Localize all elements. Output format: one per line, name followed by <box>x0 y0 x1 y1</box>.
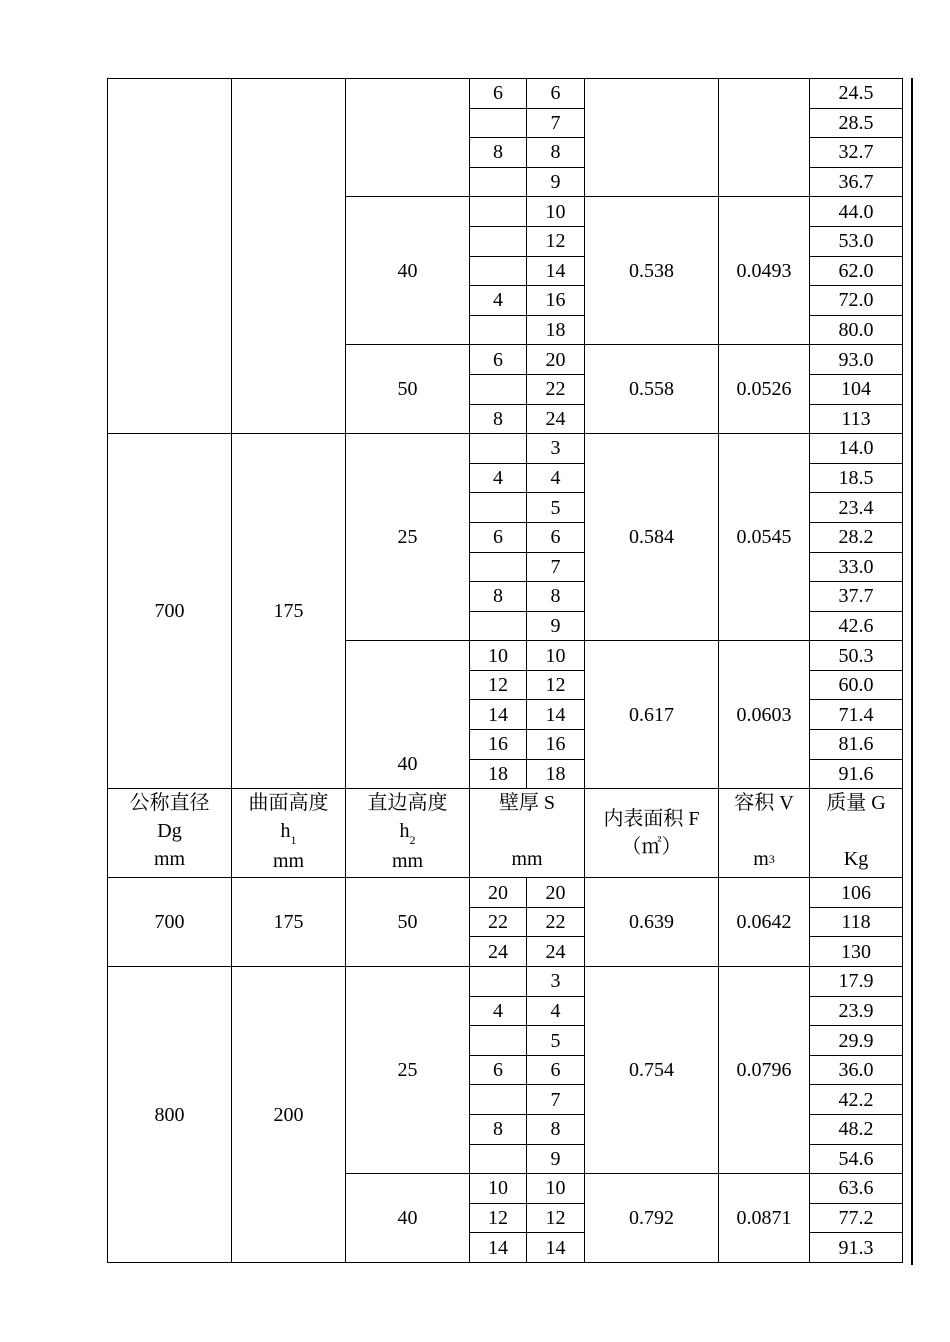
f-cell: 0.754 <box>585 967 719 1174</box>
s1-cell <box>470 552 527 582</box>
s1-cell: 4 <box>470 286 527 316</box>
s1-cell: 8 <box>470 404 527 434</box>
s2-cell: 3 <box>527 967 585 997</box>
s2-cell: 6 <box>527 522 585 552</box>
header-h2: 直边高度 $h_2$ mm <box>346 789 470 878</box>
s1-cell: 4 <box>470 996 527 1026</box>
s2-cell: 8 <box>527 582 585 612</box>
s1-cell: 6 <box>470 522 527 552</box>
dg-cell: 700 <box>108 434 232 789</box>
s1-cell: 8 <box>470 138 527 168</box>
h2-cell: 40 <box>346 641 470 789</box>
g-cell: 54.6 <box>810 1144 903 1174</box>
s1-cell: 10 <box>470 1174 527 1204</box>
s1-cell <box>470 1144 527 1174</box>
header-dg: 公称直径 Dg mm <box>108 789 232 878</box>
g-cell: 118 <box>810 907 903 937</box>
s2-cell: 9 <box>527 1144 585 1174</box>
s2-cell: 10 <box>527 641 585 671</box>
h1-cell: 200 <box>232 967 346 1263</box>
v-cell: 0.0642 <box>719 878 810 967</box>
f-cell: 0.639 <box>585 878 719 967</box>
s2-cell: 14 <box>527 1233 585 1263</box>
h2-cell: 25 <box>346 434 470 641</box>
s1-cell <box>470 611 527 641</box>
s2-cell: 12 <box>527 670 585 700</box>
f-cell <box>585 79 719 197</box>
s2-cell: 4 <box>527 996 585 1026</box>
dg-cell <box>108 79 232 434</box>
s2-cell: 22 <box>527 374 585 404</box>
s1-cell <box>470 1085 527 1115</box>
table-row <box>108 434 903 464</box>
s1-cell: 22 <box>470 907 527 937</box>
h1-cell <box>232 79 346 434</box>
s1-cell: 4 <box>470 463 527 493</box>
s1-cell <box>470 493 527 523</box>
f-cell: 0.617 <box>585 641 719 789</box>
v-cell: 0.0871 <box>719 1174 810 1263</box>
h2-cell: 50 <box>346 878 470 967</box>
h2-cell: 40 <box>346 197 470 345</box>
header-f: 内表面积 F （㎡） <box>585 789 719 878</box>
header-s: 壁厚 S mm <box>470 789 585 878</box>
header-g: 质量 G Kg <box>810 789 903 878</box>
s2-cell: 20 <box>527 878 585 908</box>
header-v: 容积 V m3 <box>719 789 810 878</box>
s1-cell <box>470 226 527 256</box>
s2-cell: 24 <box>527 404 585 434</box>
h1-cell: 175 <box>232 878 346 967</box>
g-cell: 42.2 <box>810 1085 903 1115</box>
s1-cell <box>470 197 527 227</box>
v-cell: 0.0796 <box>719 967 810 1174</box>
h1-cell: 175 <box>232 434 346 789</box>
h2-cell: 25 <box>346 967 470 1174</box>
s2-cell: 12 <box>527 226 585 256</box>
s1-cell: 12 <box>470 670 527 700</box>
s2-cell: 6 <box>527 79 585 109</box>
g-cell: 91.3 <box>810 1233 903 1263</box>
s2-cell: 22 <box>527 907 585 937</box>
v-cell: 0.0545 <box>719 434 810 641</box>
dg-cell: 700 <box>108 878 232 967</box>
g-cell: 37.7 <box>810 582 903 612</box>
s1-cell: 20 <box>470 878 527 908</box>
f-cell: 0.792 <box>585 1174 719 1263</box>
s2-cell: 24 <box>527 937 585 967</box>
h2-cell: 50 <box>346 345 470 434</box>
g-cell: 130 <box>810 937 903 967</box>
table-row <box>108 967 903 997</box>
s2-cell: 16 <box>527 286 585 316</box>
g-cell: 32.7 <box>810 138 903 168</box>
g-cell: 24.5 <box>810 79 903 109</box>
g-cell: 106 <box>810 878 903 908</box>
s2-cell: 7 <box>527 108 585 138</box>
g-cell: 48.2 <box>810 1115 903 1145</box>
g-cell: 17.9 <box>810 967 903 997</box>
g-cell: 28.2 <box>810 522 903 552</box>
s1-cell: 6 <box>470 1055 527 1085</box>
g-cell: 36.0 <box>810 1055 903 1085</box>
g-cell: 28.5 <box>810 108 903 138</box>
s2-cell: 6 <box>527 1055 585 1085</box>
header-h1: 曲面高度 $h_1$ mm <box>232 789 346 878</box>
s2-cell: 20 <box>527 345 585 375</box>
g-cell: 63.6 <box>810 1174 903 1204</box>
s2-cell: 10 <box>527 197 585 227</box>
g-cell: 60.0 <box>810 670 903 700</box>
v-cell <box>719 79 810 197</box>
s2-cell: 7 <box>527 1085 585 1115</box>
s1-cell <box>470 434 527 464</box>
g-cell: 36.7 <box>810 167 903 197</box>
s2-cell: 7 <box>527 552 585 582</box>
s2-cell: 5 <box>527 493 585 523</box>
s2-cell: 16 <box>527 730 585 760</box>
g-cell: 104 <box>810 374 903 404</box>
table-right-rule <box>911 78 913 1265</box>
s1-cell: 14 <box>470 1233 527 1263</box>
s1-cell: 6 <box>470 79 527 109</box>
s2-cell: 12 <box>527 1203 585 1233</box>
g-cell: 33.0 <box>810 552 903 582</box>
g-cell: 77.2 <box>810 1203 903 1233</box>
s2-cell: 3 <box>527 434 585 464</box>
g-cell: 14.0 <box>810 434 903 464</box>
s1-cell: 14 <box>470 700 527 730</box>
s1-cell <box>470 256 527 286</box>
g-cell: 18.5 <box>810 463 903 493</box>
dg-cell: 800 <box>108 967 232 1263</box>
s1-cell <box>470 374 527 404</box>
s2-cell: 10 <box>527 1174 585 1204</box>
s1-cell <box>470 967 527 997</box>
s1-cell: 24 <box>470 937 527 967</box>
g-cell: 71.4 <box>810 700 903 730</box>
g-cell: 42.6 <box>810 611 903 641</box>
g-cell: 113 <box>810 404 903 434</box>
s2-cell: 5 <box>527 1026 585 1056</box>
g-cell: 62.0 <box>810 256 903 286</box>
s2-cell: 14 <box>527 256 585 286</box>
g-cell: 50.3 <box>810 641 903 671</box>
v-cell: 0.0493 <box>719 197 810 345</box>
f-cell: 0.584 <box>585 434 719 641</box>
s1-cell: 18 <box>470 759 527 789</box>
s1-cell <box>470 108 527 138</box>
g-cell: 29.9 <box>810 1026 903 1056</box>
g-cell: 53.0 <box>810 226 903 256</box>
s1-cell: 6 <box>470 345 527 375</box>
head-spec-table <box>107 78 903 1263</box>
s2-cell: 9 <box>527 167 585 197</box>
g-cell: 23.9 <box>810 996 903 1026</box>
s1-cell: 10 <box>470 641 527 671</box>
v-cell: 0.0526 <box>719 345 810 434</box>
s2-cell: 18 <box>527 759 585 789</box>
s1-cell <box>470 1026 527 1056</box>
s1-cell <box>470 167 527 197</box>
s2-cell: 18 <box>527 315 585 345</box>
h2-cell: 40 <box>346 1174 470 1263</box>
s2-cell: 8 <box>527 138 585 168</box>
table-header-row <box>108 789 903 878</box>
g-cell: 23.4 <box>810 493 903 523</box>
s2-cell: 14 <box>527 700 585 730</box>
g-cell: 72.0 <box>810 286 903 316</box>
s1-cell: 16 <box>470 730 527 760</box>
f-cell: 0.558 <box>585 345 719 434</box>
v-cell: 0.0603 <box>719 641 810 789</box>
h2-cell <box>346 79 470 197</box>
s2-cell: 8 <box>527 1115 585 1145</box>
table-row <box>108 79 903 109</box>
s1-cell: 12 <box>470 1203 527 1233</box>
g-cell: 81.6 <box>810 730 903 760</box>
g-cell: 80.0 <box>810 315 903 345</box>
g-cell: 91.6 <box>810 759 903 789</box>
f-cell: 0.538 <box>585 197 719 345</box>
s1-cell: 8 <box>470 1115 527 1145</box>
s1-cell <box>470 315 527 345</box>
s2-cell: 9 <box>527 611 585 641</box>
g-cell: 44.0 <box>810 197 903 227</box>
s1-cell: 8 <box>470 582 527 612</box>
table-row <box>108 878 903 908</box>
g-cell: 93.0 <box>810 345 903 375</box>
s2-cell: 4 <box>527 463 585 493</box>
